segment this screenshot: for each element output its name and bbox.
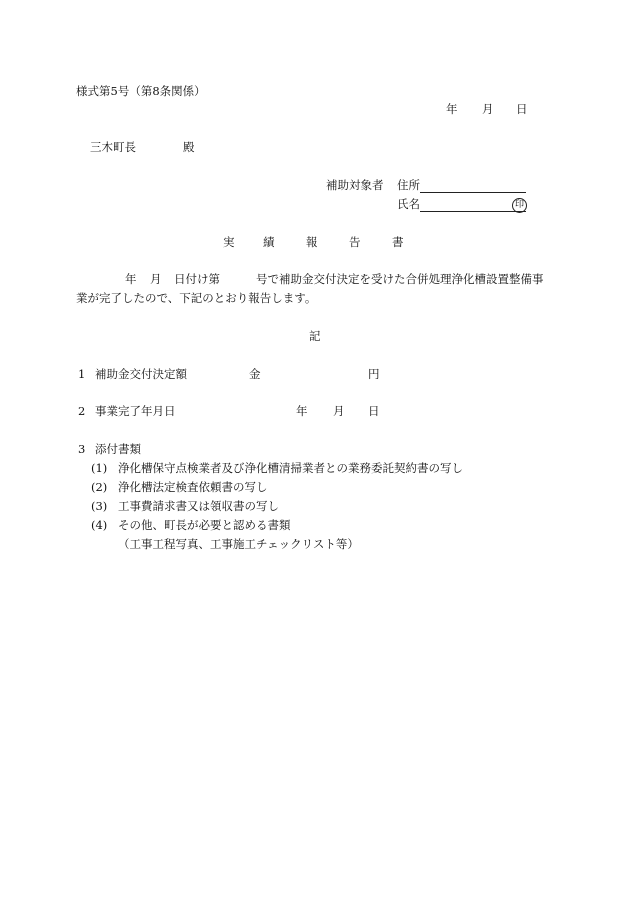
attachment-3-text: 工事費請求書又は領収書の写し xyxy=(118,499,279,513)
item-2-number: 2 xyxy=(78,404,86,418)
title-char-3: 報 xyxy=(306,235,318,249)
title-char-4: 告 xyxy=(349,235,361,249)
attachment-4-text: その他、町長が必要と認める書類 xyxy=(118,518,291,532)
address-field xyxy=(420,180,526,193)
body-rest: 号で補助金交付決定を受けた合併処理浄化槽設置整備事 xyxy=(256,272,544,286)
item-2-year: 年 xyxy=(296,404,308,418)
name-field xyxy=(420,199,526,212)
date-day-label: 日 xyxy=(516,102,528,116)
body-year: 年 xyxy=(125,272,137,286)
item-1-label: 補助金交付決定額 xyxy=(95,367,187,381)
item-2-label: 事業完了年月日 xyxy=(95,404,176,418)
attachment-4-note: （工事工程写真、工事施工チェックリスト等） xyxy=(118,537,359,551)
address-label: 住所 xyxy=(397,178,420,192)
item-1-number: 1 xyxy=(78,367,86,381)
addressee-honorific: 殿 xyxy=(183,140,195,154)
name-label: 氏名 xyxy=(397,197,420,211)
title-char-5: 書 xyxy=(392,235,404,249)
title-char-1: 実 xyxy=(223,235,235,249)
item-2-day: 日 xyxy=(368,404,380,418)
body-month: 月 xyxy=(150,272,162,286)
item-3-number: 3 xyxy=(78,442,86,456)
form-id: 様式第5号（第8条関係） xyxy=(76,84,206,98)
applicant-label: 補助対象者 xyxy=(326,178,384,192)
attachment-1-text: 浄化槽保守点検業者及び浄化槽清掃業者との業務委託契約書の写し xyxy=(118,461,463,475)
item-1-en: 円 xyxy=(368,367,380,381)
item-1-kin: 金 xyxy=(249,367,261,381)
addressee-name: 三木町長 xyxy=(90,140,136,154)
attachment-2-number: (2) xyxy=(91,480,108,494)
item-3-label: 添付書類 xyxy=(95,442,141,456)
body-day-ref: 日付け第 xyxy=(174,272,220,286)
attachment-4-number: (4) xyxy=(91,518,108,532)
attachment-3-number: (3) xyxy=(91,499,108,513)
attachment-1-number: (1) xyxy=(91,461,108,475)
item-2-month: 月 xyxy=(333,404,345,418)
title-char-2: 績 xyxy=(263,235,275,249)
seal-mark: 印 xyxy=(512,198,527,213)
attachment-2-text: 浄化槽法定検査依頼書の写し xyxy=(118,480,268,494)
date-month-label: 月 xyxy=(482,102,494,116)
date-year-label: 年 xyxy=(446,102,458,116)
body-line-2: 業が完了したので、下記のとおり報告します。 xyxy=(76,291,317,305)
ki-heading: 記 xyxy=(309,329,321,343)
